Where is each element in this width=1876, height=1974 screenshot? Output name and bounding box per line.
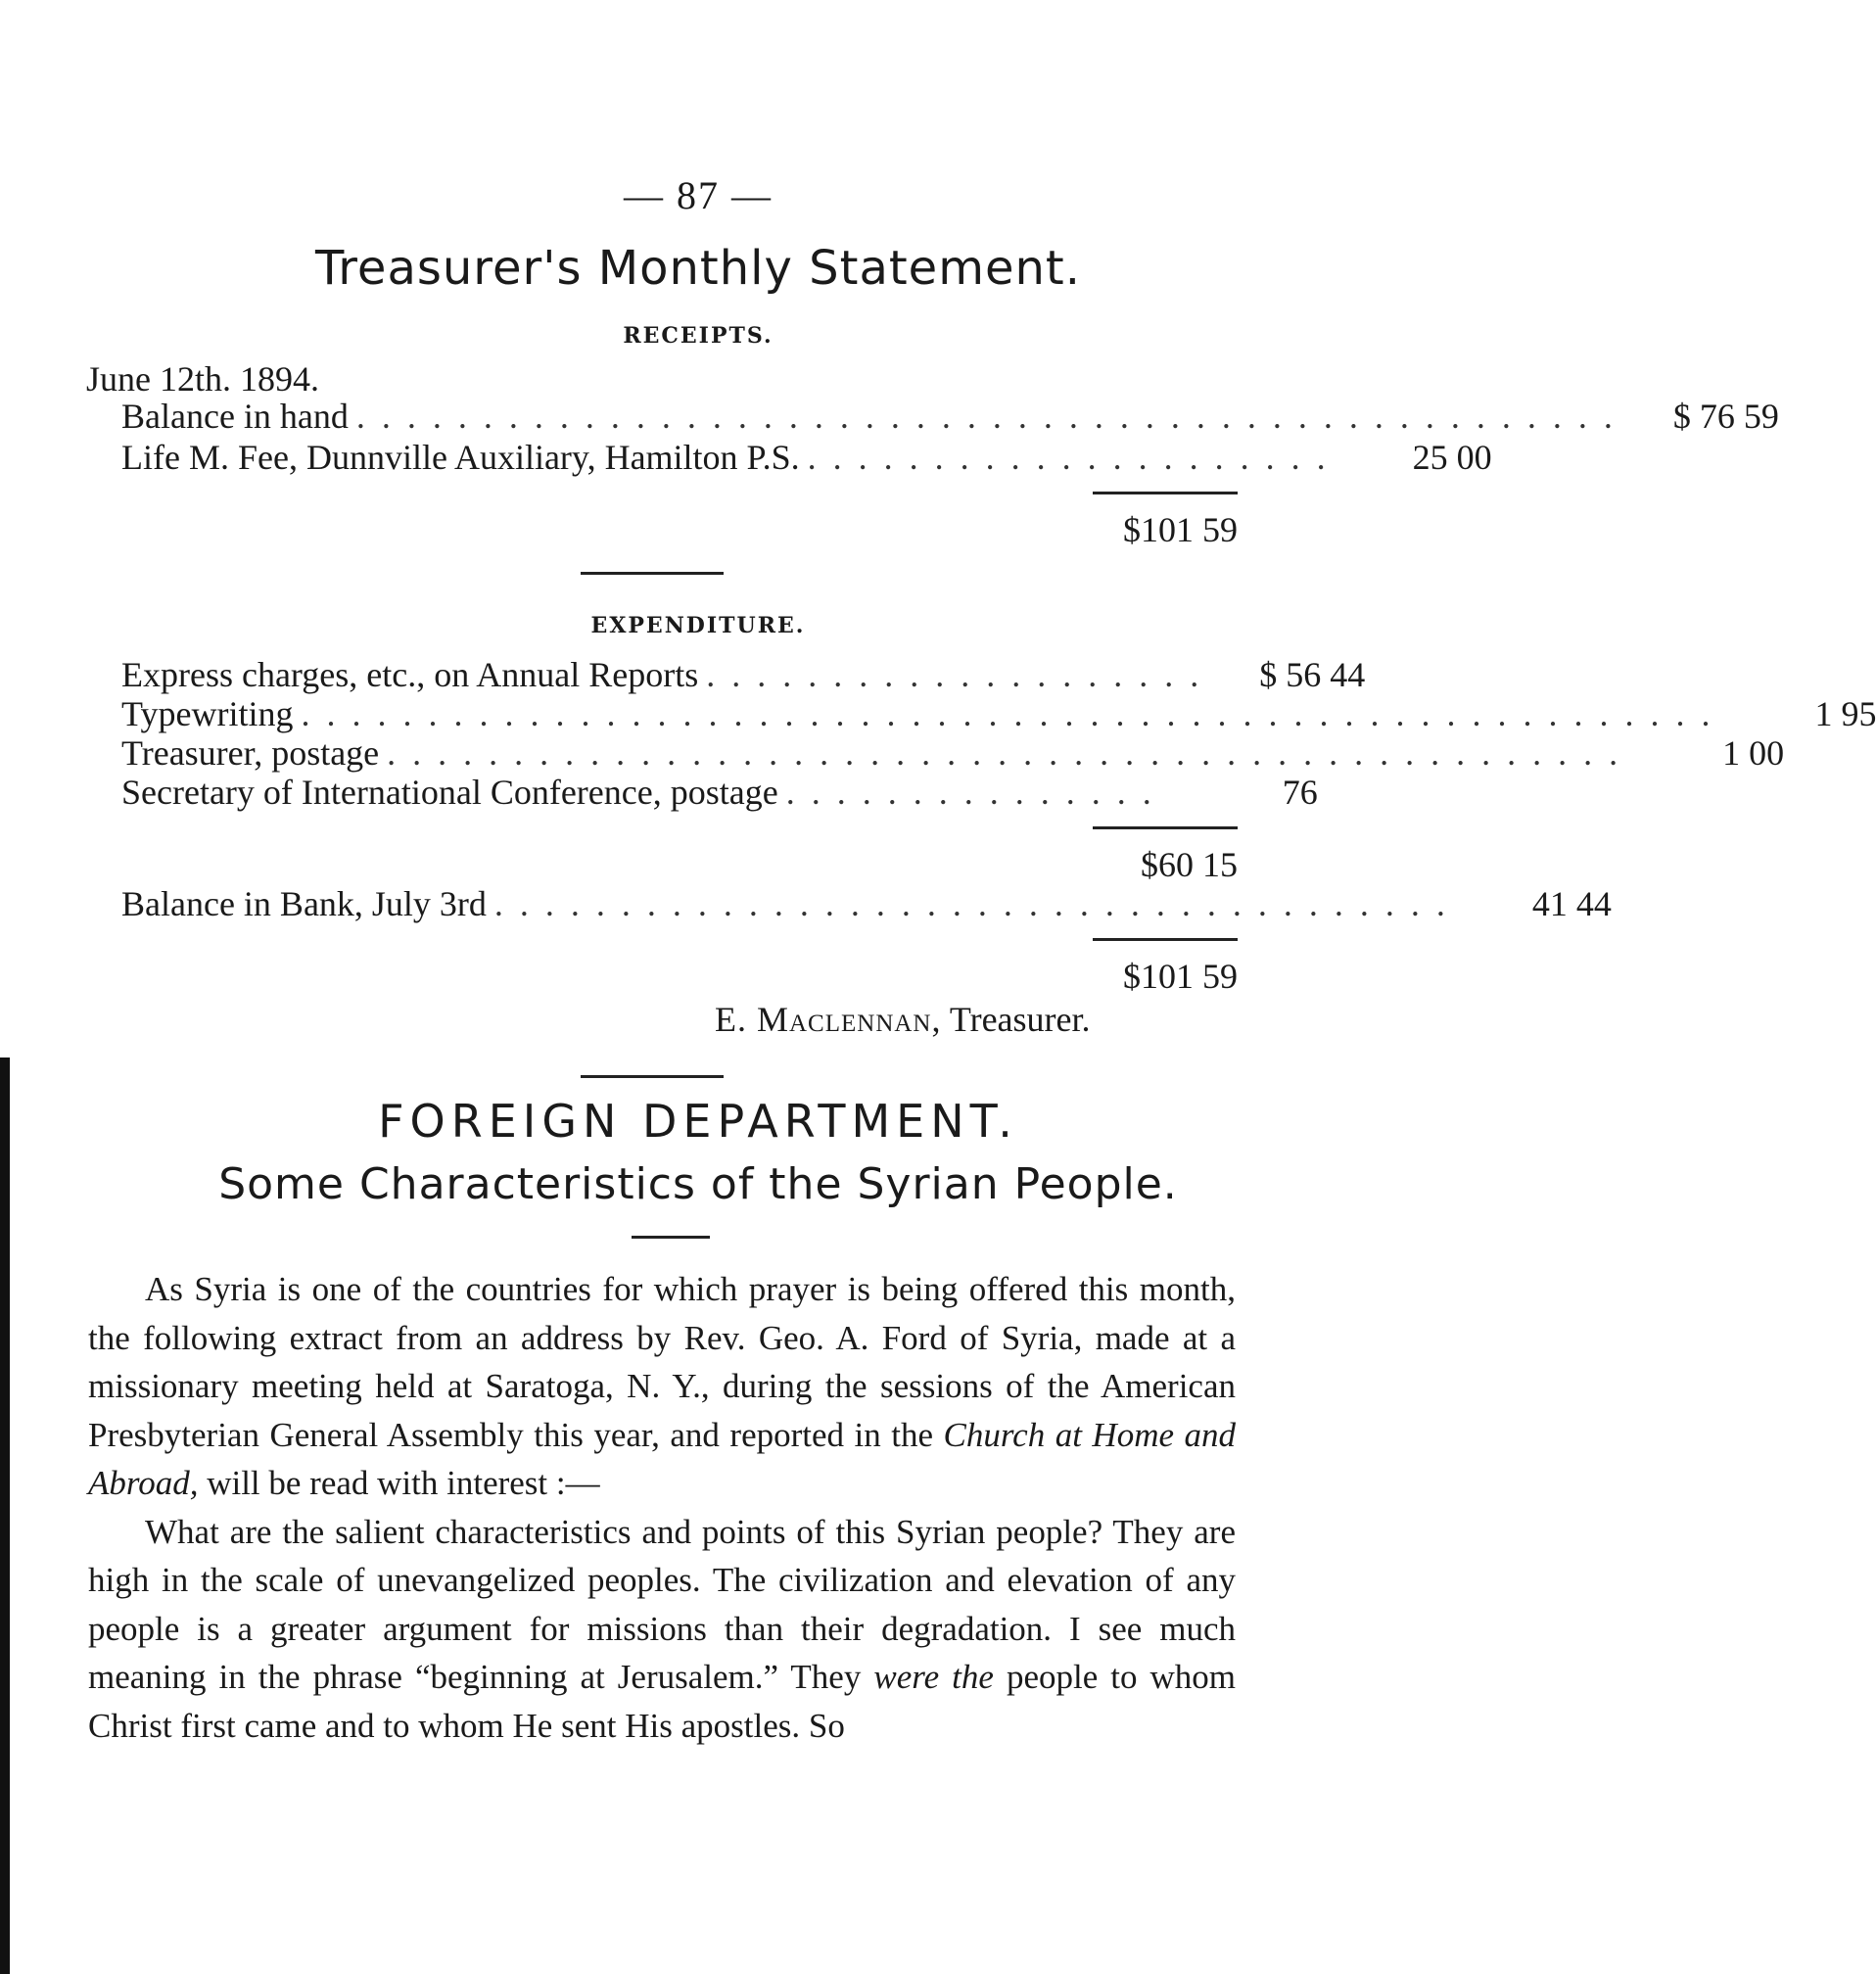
expenditure-label: Secretary of International Conference, postage bbox=[121, 773, 778, 812]
sum-rule bbox=[1093, 826, 1238, 829]
signature-title: Treasurer. bbox=[949, 1000, 1091, 1039]
balance-amount: 41 44 bbox=[1531, 884, 1612, 923]
signature-name: E. Maclennan, bbox=[715, 1000, 942, 1039]
grand-total: $101 59 bbox=[1123, 957, 1238, 996]
page-number: — 87 — bbox=[624, 173, 773, 217]
expenditure-row bbox=[121, 654, 1366, 697]
expenditure-amount: $ 56 44 bbox=[1259, 655, 1366, 694]
expenditure-row bbox=[121, 693, 1876, 736]
leader-dots: . . . . . . . . . . . . . . . . . . . . . bbox=[807, 438, 1330, 477]
treasurer-signature bbox=[715, 999, 1091, 1040]
receipt-amount: 25 00 bbox=[1412, 438, 1492, 477]
expenditure-label: Express charges, etc., on Annual Reports bbox=[121, 655, 699, 694]
leader-dots: . . . . . . . . . . . . . . . . . . . . . . . . . . . . . . . . . . . . . . . . . . . . . . . . . bbox=[387, 733, 1622, 773]
paragraph-text: What are the salient characteristics and points of this Syrian people? They are high in the scale of unevangelized peoples. The civilization and elevation of any people is a greater argument for missions than their degradation. I see much meaning in the phrase “beginning at Jerusalem.” They bbox=[88, 1512, 1236, 1696]
receipt-row bbox=[121, 437, 1492, 480]
expenditure-row bbox=[121, 772, 1318, 815]
leader-dots: . . . . . . . . . . . . . . . . . . . . . . . . . . . . . . . . . . . . . . bbox=[493, 884, 1449, 923]
expenditure-amount: 1 95 bbox=[1814, 694, 1876, 733]
expenditure-row bbox=[121, 732, 1785, 776]
paragraph bbox=[88, 1508, 1236, 1751]
sum-rule bbox=[1093, 938, 1238, 941]
article-body bbox=[88, 1265, 1236, 1750]
expenditure-heading: EXPENDITURE. bbox=[590, 613, 806, 638]
statement-title: Treasurer's Monthly Statement. bbox=[314, 241, 1081, 296]
receipt-label: Life M. Fee, Dunnville Auxiliary, Hamilton P.S. bbox=[121, 438, 800, 477]
receipt-row bbox=[121, 396, 1779, 439]
statement-date: June 12th. 1894. bbox=[86, 359, 319, 399]
publication-title: Church at Home and Abroad, bbox=[88, 1415, 1236, 1502]
receipt-label: Balance in hand bbox=[121, 397, 349, 436]
balance-label: Balance in Bank, July 3rd bbox=[121, 884, 487, 923]
leader-dots: . . . . . . . . . . . . . . . . . . . . bbox=[706, 655, 1203, 694]
title-divider bbox=[632, 1236, 710, 1239]
expenditure-amount: 1 00 bbox=[1722, 733, 1785, 773]
leader-dots: . . . . . . . . . . . . . . . . . . . . . . . . . . . . . . . . . . . . . . . . . . . . . . . . . . bbox=[355, 397, 1617, 436]
expenditure-subtotal: $60 15 bbox=[1141, 845, 1238, 884]
leader-dots: . . . . . . . . . . . . . . . . . . . . . . . . . . . . . . . . . . . . . . . . . . . . . . . . . . . . . . . . bbox=[301, 694, 1714, 733]
receipts-heading: RECEIPTS. bbox=[623, 323, 774, 349]
expenditure-amount: 76 bbox=[1282, 773, 1318, 812]
receipts-total: $101 59 bbox=[1123, 510, 1238, 549]
expenditure-label: Treasurer, postage bbox=[121, 733, 380, 773]
leader-dots: . . . . . . . . . . . . . . . bbox=[785, 773, 1155, 812]
emphasis-text: were the bbox=[873, 1658, 994, 1696]
receipt-amount: $ 76 59 bbox=[1672, 397, 1779, 436]
paragraph-text: will be read with interest :— bbox=[207, 1464, 600, 1502]
paragraph-text: As Syria is one of the countries for which prayer is being offered this month, the following extract from an address by Rev. Geo. A. Ford of Syria, made at a missionary meeting held at Saratoga, N. Y., during the sessions of the American Presbyterian General Assembly this year, and reported in the bbox=[88, 1270, 1236, 1454]
article-title: Some Characteristics of the Syrian People. bbox=[218, 1159, 1178, 1209]
sum-rule bbox=[1093, 492, 1238, 494]
section-divider bbox=[581, 1075, 724, 1078]
balance-row bbox=[121, 883, 1612, 926]
paragraph bbox=[88, 1265, 1236, 1508]
section-divider bbox=[581, 572, 724, 575]
expenditure-label: Typewriting bbox=[121, 694, 294, 733]
department-heading: FOREIGN DEPARTMENT. bbox=[378, 1095, 1018, 1148]
paragraph-text: people to whom Christ first came and to whom He sent His apostles. So bbox=[88, 1658, 1237, 1745]
